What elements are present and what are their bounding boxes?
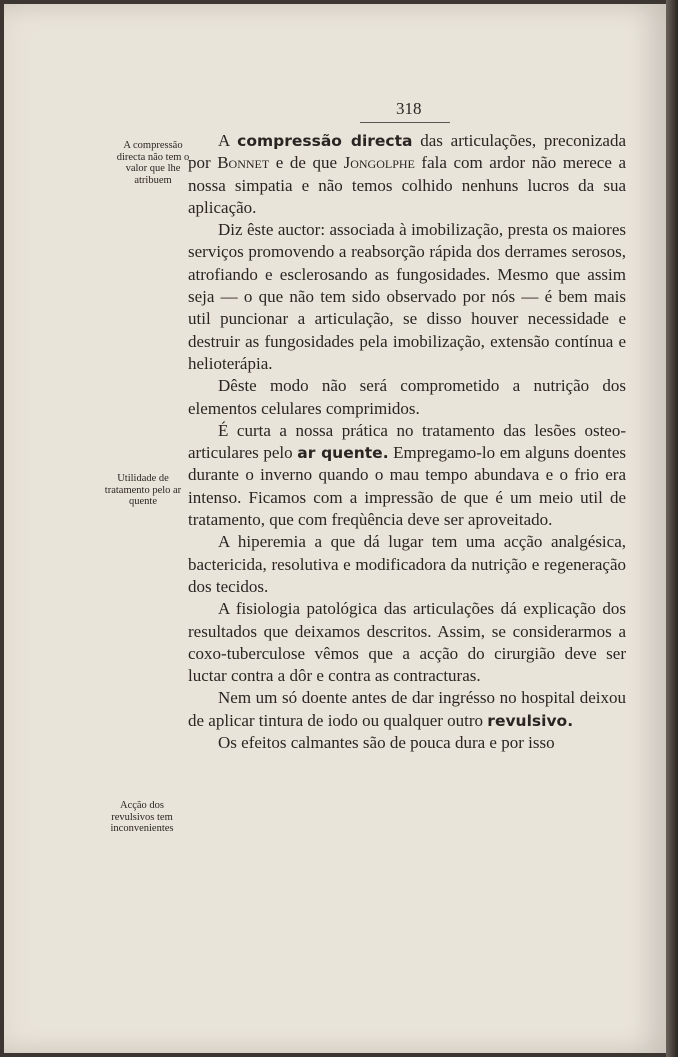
author-bonnet: Bonnet (217, 153, 270, 173)
header-rule (360, 122, 450, 123)
paragraph-6: A fisiologia patológica das articulações dá explicação dos resultados que deixamos descritos. Assim, se considerarmos a coxo-tuberculose vêmos que a acção do cirurgião deve ser luctar contra a dôr e contra as contracturas. (188, 599, 626, 686)
paragraph-7: Nem um só doente antes de dar ingrésso no hospital deixou de aplicar tintura de iodo ou qualquer outro revulsivo. (188, 688, 626, 730)
margin-note-compression: A compressão directa não tem o valor que lhe atribuem (116, 140, 190, 186)
author-jongolphe: Jongolphe (343, 153, 415, 173)
paragraph-5: A hiperemia a que dá lugar tem uma acção analgésica, bactericida, resolutiva e modificadora da nutrição e regeneração dos tecidos. (188, 532, 626, 596)
bold-term-revulsivo: revulsivo. (487, 711, 574, 730)
body-text (188, 130, 626, 754)
paragraph-2: Diz êste auctor: associada à imobilização, presta os maiores serviços promovendo a reabsorção rápida dos derrames serosos, atrofiando e esclerosando as fungosidades. Mesmo que assim seja — o que não tem sido observado por nós — é bem mais util puncionar a articulação, se disso houver necessidade e destruir as fungosidades pela imobilização, extensão contínua e helioterápia. (188, 220, 626, 373)
bold-term-compressao: compressão directa (237, 132, 413, 150)
book-gutter (666, 0, 678, 1057)
paragraph-3: Dêste modo não será comprometido a nutrição dos elementos celulares comprimidos. (188, 376, 626, 418)
paragraph-1: A compressão directa das articulações, preconizada por Bonnet e de que Jongolphe fala com ardor não merece a nossa simpatia e não temos colhido nenhuns lucros da sua aplicação. (188, 131, 626, 217)
margin-note-revulsives: Acção dos revulsivos tem inconvenientes (110, 800, 174, 834)
bold-term-ar-quente: ar quente. (297, 444, 389, 463)
paragraph-8: Os efeitos calmantes são de pouca dura e por isso (218, 733, 555, 753)
paragraph-4: É curta a nossa prática no tratamento das lesões osteo-articulares pelo ar quente. Empregamo-lo em alguns doentes durante o inverno quando o mau tempo abundava e o frio era intenso. Ficamos com a impressão de que é um meio util de tratamento, que com freqùência deve ser aproveitado. (188, 420, 626, 530)
page-number: 318 (396, 99, 422, 118)
book-page (4, 4, 666, 1053)
margin-note-hot-air: Utilidade de tratamento pelo ar quente (104, 473, 182, 507)
